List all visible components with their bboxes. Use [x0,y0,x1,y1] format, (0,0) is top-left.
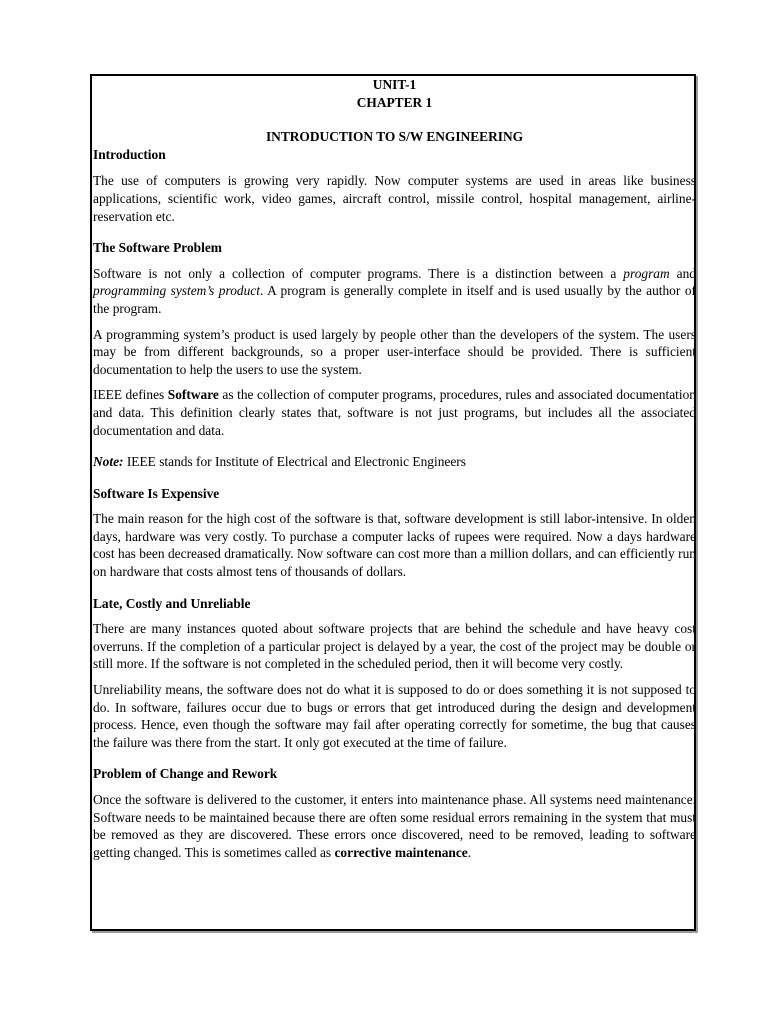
late-paragraph-2: Unreliability means, the software does not do what it is supposed to do or does something it is not supposed to do. In software, failures occur due to bugs or errors that get introduced during the design and development process. Hence, even though the software may fail after operating correctly for sometime, the bug that causes the failure was there from the start. It only got executed at the time of failure. [93,682,696,750]
ieee-note: Note: IEEE stands for Institute of Electrical and Electronic Engineers [93,454,466,470]
heading-introduction: Introduction [93,146,166,162]
software-problem-paragraph-2: A programming system’s product is used largely by people other than the developers of the system. The users may be from different backgrounds, so a proper user-interface should be provided. There is sufficient documentation to help the users to use the system. [93,326,696,377]
ieee-definition-paragraph: IEEE defines Software as the collection of computer programs, procedures, rules and associated documentation and data. This definition clearly states that, software is not just programs, but includes all the associated documentation and data. [93,387,696,438]
change-paragraph: Once the software is delivered to the customer, it enters into maintenance phase. All systems need maintenance. Software needs to be maintained because there are often some residual errors remaining in the system that must be removed as they are discovered. These errors once discovered, need to be removed, leading to software getting changed. This is sometimes called as corrective maintenance. [93,792,696,860]
heading-software-problem: The Software Problem [93,240,222,256]
heading-late-costly-unreliable: Late, Costly and Unreliable [93,595,251,611]
document-body [93,76,696,861]
unit-label: UNIT-1 [372,77,417,92]
intro-paragraph: The use of computers is growing very rapidly. Now computer systems are used in areas like business applications, scientific work, video games, aircraft control, missile control, hospital management, airline-reservation etc. [93,173,696,224]
heading-change-rework: Problem of Change and Rework [93,766,278,782]
heading-software-expensive: Software Is Expensive [93,485,220,501]
expensive-paragraph: The main reason for the high cost of the software is that, software development is still labor-intensive. In olden days, hardware was very costly. To purchase a computer lacks of rupees were required. Now a days hardware cost has been decreased dramatically. Now software can cost more than a million dollars, and can efficiently run on hardware that costs almost tens of thousands of dollars. [93,511,696,580]
software-problem-paragraph-1: Software is not only a collection of computer programs. There is a distinction between a program and programming system’s product. A program is generally complete in itself and is used usually by the author of the program. [93,265,697,316]
chapter-label: CHAPTER 1 [356,94,433,110]
chapter-title: INTRODUCTION TO S/W ENGINEERING [265,129,524,145]
late-paragraph-1: There are many instances quoted about software projects that are behind the schedule and have heavy cost overruns. If the completion of a particular project is delayed by a year, the cost of the project may be double or still more. If the software is not completed in the scheduled period, then it will become very costly. [93,621,696,672]
